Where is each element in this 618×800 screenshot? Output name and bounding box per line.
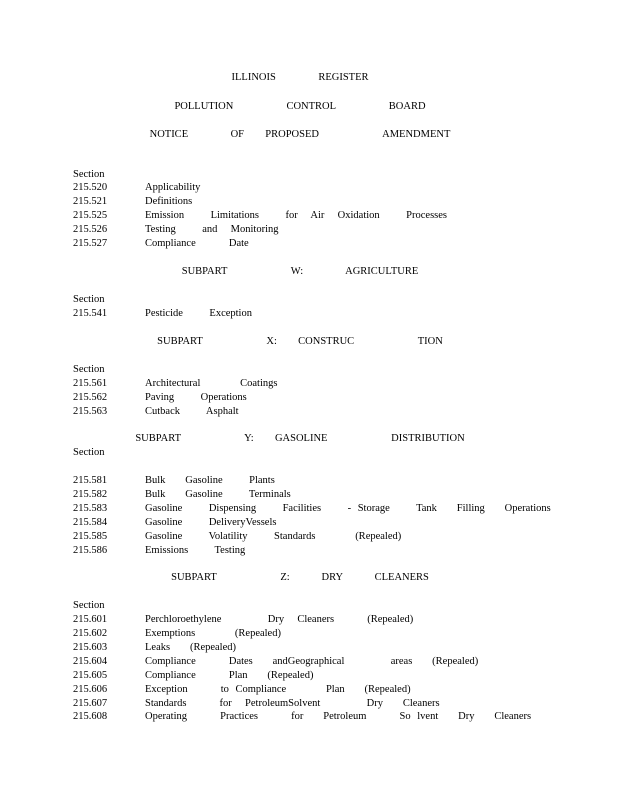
section-number: 215.525: [73, 210, 108, 221]
section-row: [0, 406, 600, 420]
section-title: Standards for PetroleumSolvent Dry Cleaners: [145, 698, 440, 709]
section-row: [0, 614, 600, 628]
section-number: 215.601: [73, 614, 108, 625]
section-title: Compliance Dates andGeographical areas (Repealed): [145, 656, 479, 667]
register-title: ILLINOIS REGISTER: [231, 72, 369, 83]
section-number: 215.561: [73, 378, 108, 389]
section-title: Bulk Gasoline Terminals: [145, 489, 291, 500]
section-number: 215.562: [73, 392, 108, 403]
section-row: [0, 698, 600, 712]
section-row: [0, 308, 600, 322]
notice-title: NOTICE OF PROPOSED AMENDMENT: [149, 129, 451, 140]
section-number: 215.563: [73, 406, 108, 417]
section-number: 215.541: [73, 308, 108, 319]
section-label: Section: [73, 447, 105, 458]
board-title: POLLUTION CONTROL BOARD: [174, 101, 426, 112]
section-title: Compliance Plan (Repealed): [145, 670, 314, 681]
section-row: [0, 517, 600, 531]
section-row: [0, 670, 600, 684]
section-title: Definitions: [145, 196, 193, 207]
section-number: 215.582: [73, 489, 108, 500]
section-number: 215.603: [73, 642, 108, 653]
section-row: [0, 656, 600, 670]
subpart-z-heading: SUBPART Z: DRY CLEANERS: [171, 572, 429, 583]
section-title: Emission Limitations for Air Oxidation Processes: [145, 210, 447, 221]
section-label: Section: [73, 294, 105, 305]
section-title: Architectural Coatings: [145, 378, 278, 389]
section-row: [0, 684, 600, 698]
section-row: [0, 475, 600, 489]
section-number: 215.607: [73, 698, 108, 709]
section-row: [0, 378, 600, 392]
section-title: Perchloroethylene Dry Cleaners (Repealed): [145, 614, 414, 625]
section-row: [0, 196, 600, 210]
section-number: 215.584: [73, 517, 108, 528]
section-title: Applicability: [145, 182, 201, 193]
section-title: Testing and Monitoring: [145, 224, 279, 235]
section-title: Exemptions (Repealed): [145, 628, 281, 639]
section-title: Exception to Compliance Plan (Repealed): [145, 684, 411, 695]
section-number: 215.521: [73, 196, 108, 207]
section-label: Section: [73, 169, 105, 180]
section-row: [0, 224, 600, 238]
section-row: [0, 503, 600, 517]
section-row: [0, 545, 600, 559]
subpart-w-heading: SUBPART W: AGRICULTURE: [181, 266, 419, 277]
section-number: 215.602: [73, 628, 108, 639]
section-title: Cutback Asphalt: [145, 406, 239, 417]
section-title: Paving Operations: [145, 392, 247, 403]
section-row: [0, 531, 600, 545]
section-title: Gasoline Dispensing Facilities - Storage Tank Filling Operations: [145, 503, 551, 514]
section-row: [0, 628, 600, 642]
section-row: [0, 392, 600, 406]
section-number: 215.527: [73, 238, 108, 249]
section-number: 215.583: [73, 503, 108, 514]
section-number: 215.581: [73, 475, 108, 486]
section-row: [0, 238, 600, 252]
section-title: Gasoline Volatility Standards (Repealed): [145, 531, 402, 542]
section-title: Bulk Gasoline Plants: [145, 475, 275, 486]
section-title: Pesticide Exception: [145, 308, 252, 319]
subpart-y-heading: SUBPART Y: GASOLINE DISTRIBUTION: [135, 433, 465, 444]
section-label: Section: [73, 364, 105, 375]
section-number: 215.526: [73, 224, 108, 235]
section-row: [0, 642, 600, 656]
section-title: Gasoline DeliveryVessels: [145, 517, 277, 528]
subpart-x-heading: SUBPART X: CONSTRUC TION: [157, 336, 443, 347]
section-number: 215.604: [73, 656, 108, 667]
section-number: 215.520: [73, 182, 108, 193]
section-number: 215.605: [73, 670, 108, 681]
section-label: Section: [73, 600, 105, 611]
section-title: Compliance Date: [145, 238, 249, 249]
section-number: 215.585: [73, 531, 108, 542]
section-number: 215.586: [73, 545, 108, 556]
section-number: 215.608: [73, 711, 108, 722]
section-row: [0, 711, 600, 725]
section-row: [0, 489, 600, 503]
section-number: 215.606: [73, 684, 108, 695]
section-title: Emissions Testing: [145, 545, 246, 556]
section-row: [0, 182, 600, 196]
section-row: [0, 210, 600, 224]
section-title: Leaks (Repealed): [145, 642, 237, 653]
section-title: Operating Practices for Petroleum So lvent Dry Cleaners: [145, 711, 532, 722]
